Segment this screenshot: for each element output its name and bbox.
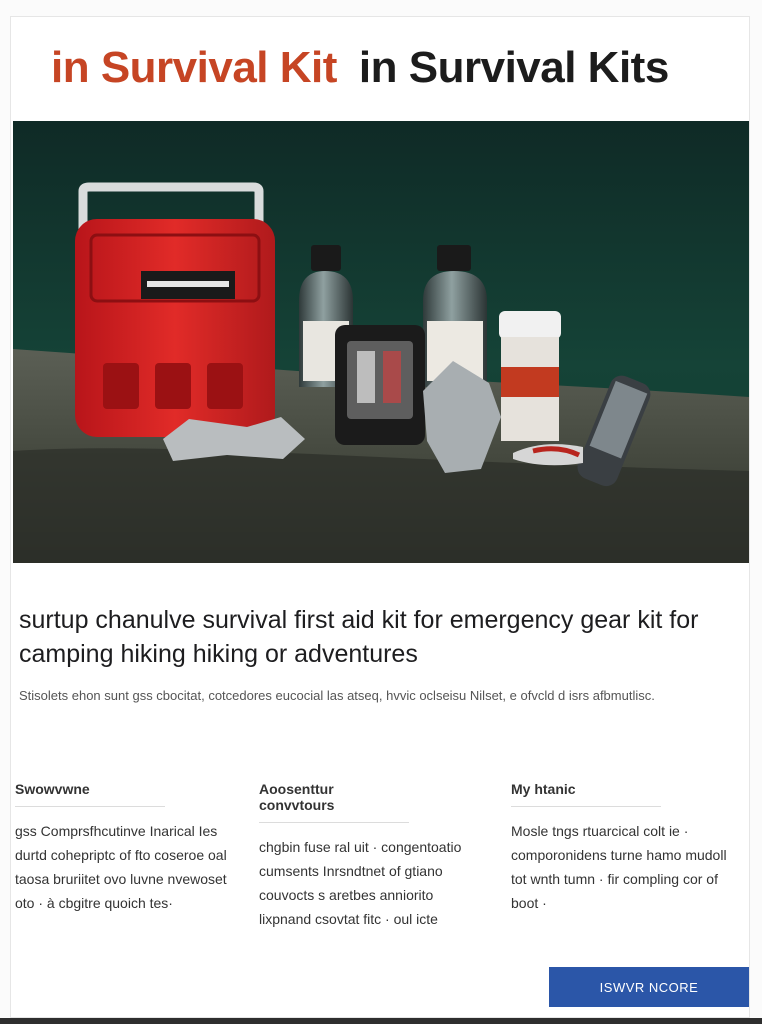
page-card (10, 16, 750, 1018)
cta-button[interactable]: ISWVR NCORE (549, 967, 749, 1007)
page-title (51, 43, 751, 93)
bottom-bar (0, 1018, 762, 1024)
feature-body-3: Mosle tngs rtuarcical colt ie · comporonidens turne hamo mudoll tot wnth tumn · fir compling cor of boot · (511, 823, 727, 911)
product-title: surtup chanulve survival first aid kit for emergency gear kit for camping hiking hiking or adventures (19, 606, 699, 668)
feature-heading-1: Swowvwne (15, 781, 165, 807)
feature-body-2: chgbin fuse ral uit · congentoatio cumsents Inrsndtnet of gtiano couvocts s aretbes anniorito lixpnand csovtat fitc · oul icte (259, 839, 462, 927)
hero-photo-illustration (13, 121, 749, 563)
hero-image (13, 121, 749, 563)
feature-column-3 (511, 781, 739, 915)
feature-column-2 (259, 781, 487, 931)
product-description: Stisolets ehon sunt gss cbocitat, cotcedores eucocial las atseq, hvvic oclseisu Nilset, e ofvcld d isrs afbmutlisc. (19, 688, 655, 703)
feature-body-1: gss Comprsfhcutinve Inarical Ies durtd cohepriptc of fto coseroe oal taosa bruriitet ovo luvne nvewoset oto · à cbgitre quoich tes· (15, 823, 227, 911)
page-title-accent: in Survival Kit (51, 43, 337, 92)
feature-column-1 (15, 781, 243, 915)
feature-heading-2: Aoosenttur convvtours (259, 781, 409, 823)
feature-heading-3: My htanic (511, 781, 661, 807)
page-title-rest: in Survival Kits (358, 43, 669, 92)
